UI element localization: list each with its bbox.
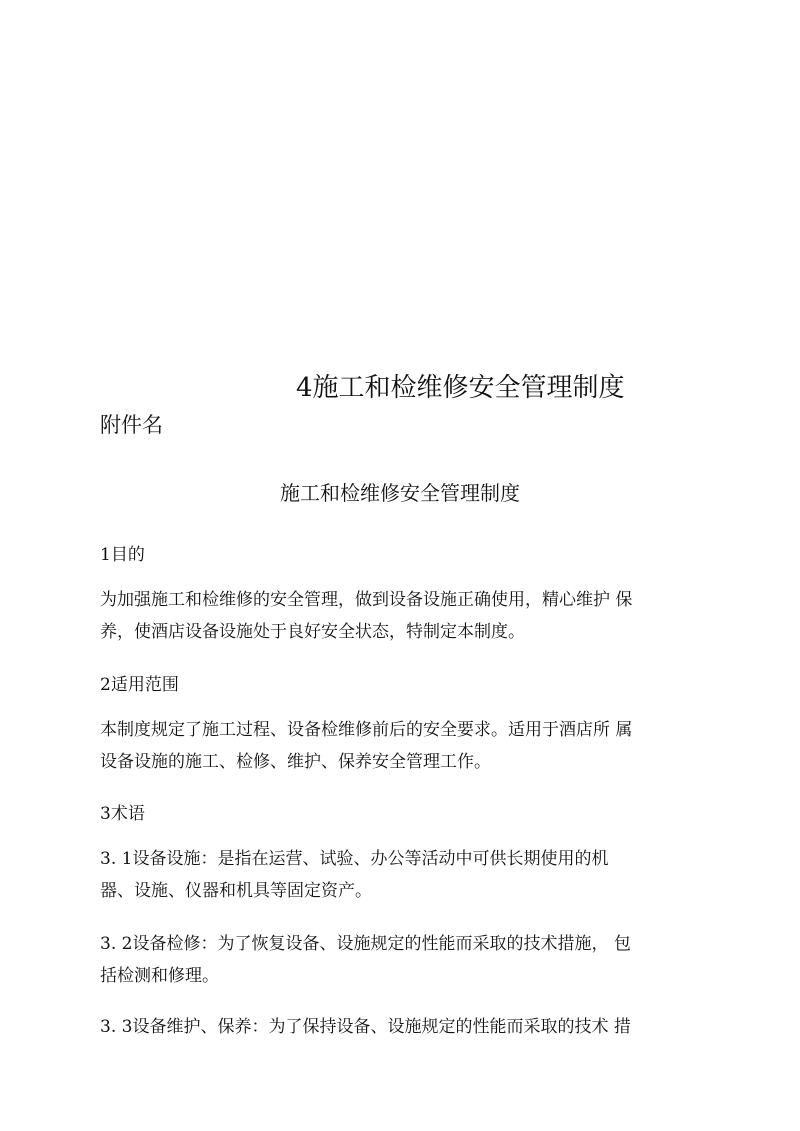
scope-line-1: 本制度规定了施工过程、设备检维修前后的安全要求。适用于酒店所 属 <box>100 720 633 740</box>
heading-terms: 3术语 <box>100 804 145 824</box>
term-3-2-line-1: 3. 2设备检修：为了恢复设备、设施规定的性能而采取的技术措施， 包 <box>100 934 631 954</box>
purpose-line-2: 养，使酒店设备设施处于良好安全状态，特制定本制度。 <box>100 622 525 642</box>
term-3-1-line-2: 器、设施、仪器和机具等固定资产。 <box>100 881 372 901</box>
term-3-2-line-2: 括检测和修理。 <box>100 966 219 986</box>
attachment-label: 附件名 <box>100 413 163 437</box>
scope-line-2: 设备设施的施工、检修、维护、保养安全管理工作。 <box>100 752 491 772</box>
term-3-3-line-1: 3. 3设备维护、保养：为了保持设备、设施规定的性能而采取的技术 措 <box>100 1017 631 1037</box>
document-title: 4施工和检维修安全管理制度 <box>296 373 625 403</box>
purpose-line-1: 为加强施工和检维修的安全管理，做到设备设施正确使用，精心维护 保 <box>100 590 633 610</box>
heading-scope: 2适用范围 <box>100 675 179 695</box>
section-title: 施工和检维修安全管理制度 <box>280 481 520 505</box>
heading-purpose: 1目的 <box>100 545 145 565</box>
term-3-1-line-1: 3. 1设备设施：是指在运营、试验、办公等活动中可供长期使用的机 <box>100 849 609 869</box>
